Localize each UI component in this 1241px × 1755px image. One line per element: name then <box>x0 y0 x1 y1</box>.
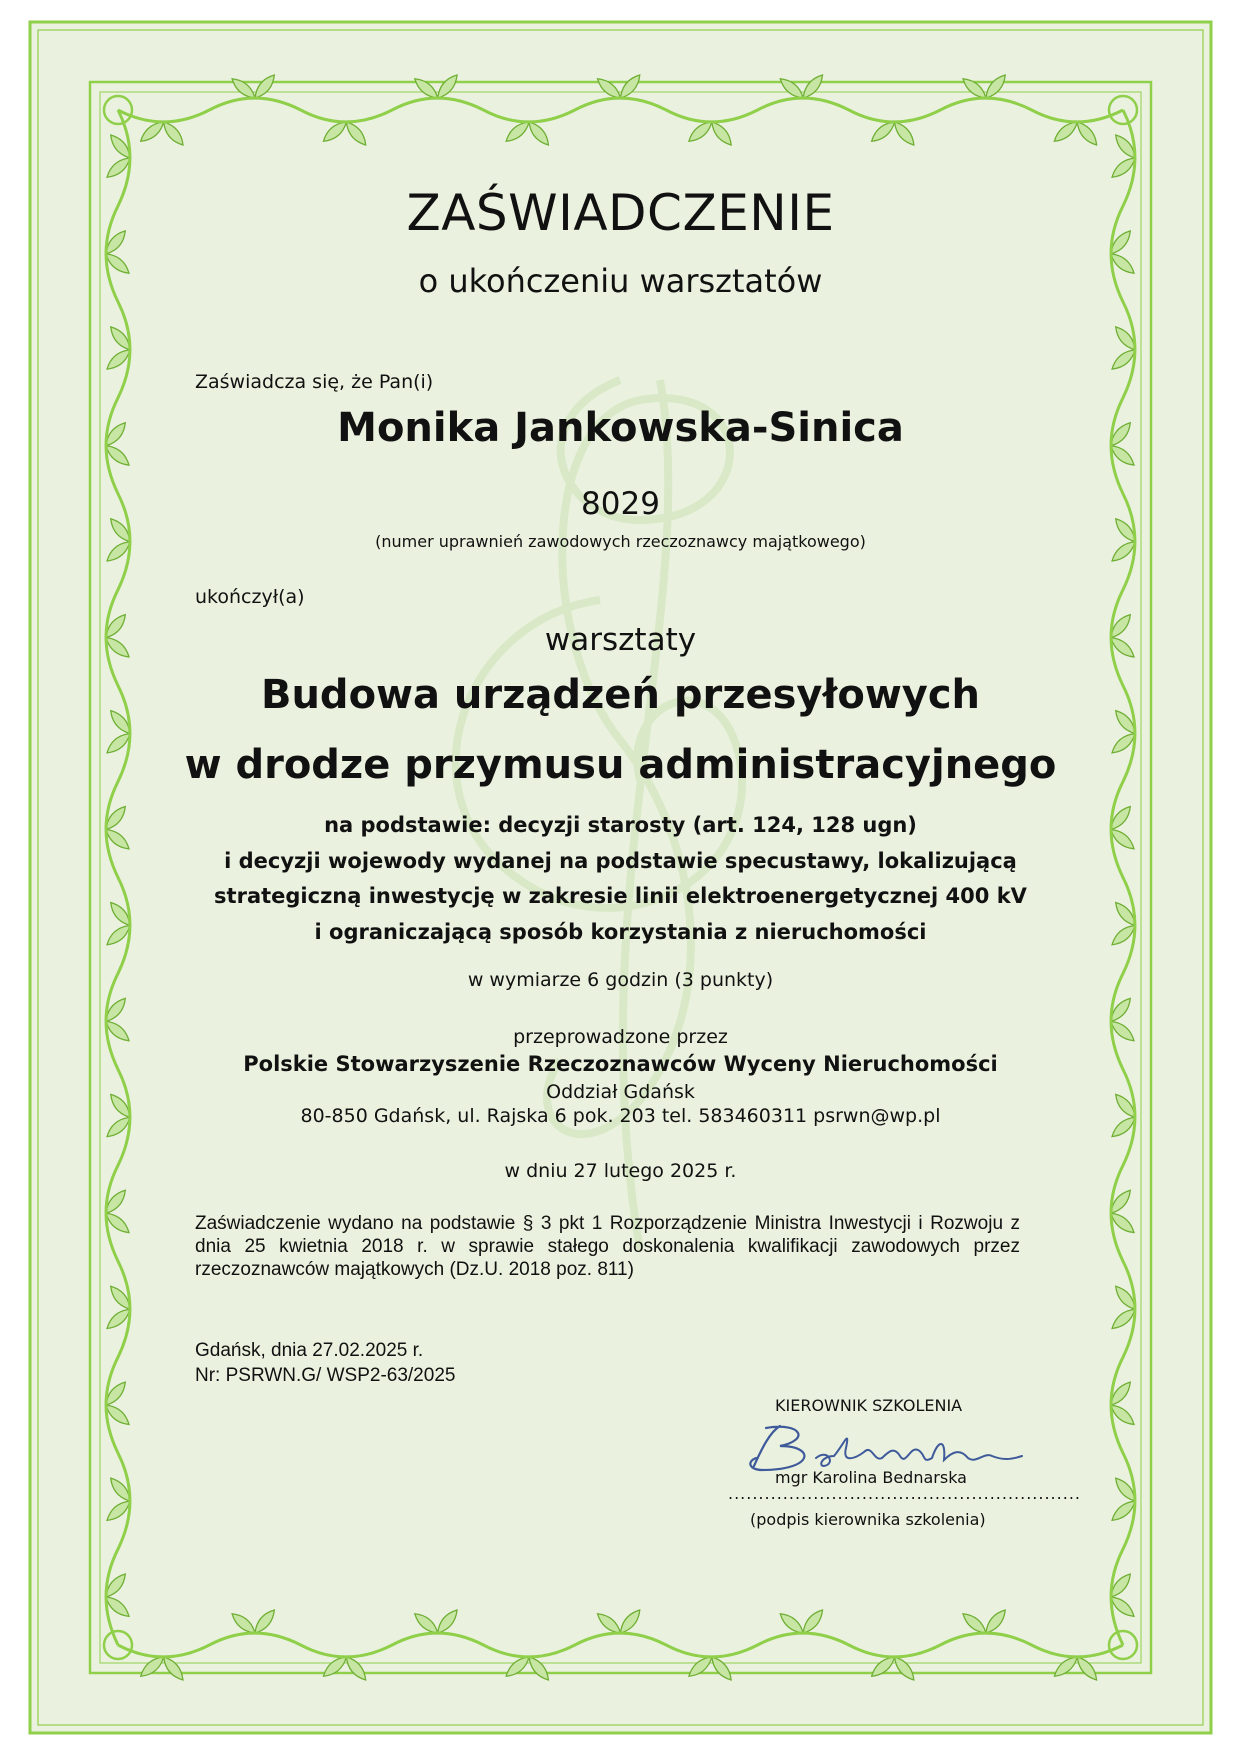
basis-line: i ograniczającą sposób korzystania z nieruchomości <box>314 920 927 944</box>
workshop-date: w dniu 27 lutego 2025 r. <box>504 1160 737 1182</box>
conducted-by-label: przeprowadzone przez <box>513 1026 728 1048</box>
workshop-type: warsztaty <box>544 622 697 658</box>
intro-text: Zaświadcza się, że Pan(i) <box>195 371 434 393</box>
scope-text: w wymiarze 6 godzin (3 punkty) <box>467 969 774 991</box>
certificate-subtitle: o ukończeniu warsztatów <box>418 262 823 300</box>
legal-basis-paragraph: Zaświadczenie wydano na podstawie § 3 pkt 1 Rozporządzenie Ministra Inwestycji i Rozwoju z dnia 25 kwietnia 2018 r. w sprawie stałego doskonalenia kwalifikacji zawodowych przez rzeczoznawców majątkowych (Dz.U. 2018 poz. 811) <box>195 1213 1020 1280</box>
signatory-role: KIEROWNIK SZKOLENIA <box>775 1396 963 1415</box>
place-and-date: Gdańsk, dnia 27.02.2025 r. <box>195 1340 424 1361</box>
workshop-title-line: Budowa urządzeń przesyłowych <box>260 672 981 718</box>
license-caption: (numer uprawnień zawodowych rzeczoznawcy majątkowego) <box>375 532 866 551</box>
basis-line: na podstawie: decyzji starosty (art. 124, 128 ugn) <box>324 813 917 837</box>
signature-line: .......................................................... <box>728 1484 1081 1503</box>
basis-line: i decyzji wojewody wydanej na podstawie specustawy, lokalizującą <box>224 849 1017 873</box>
workshop-title-line: w drodze przymusu administracyjnego <box>184 742 1057 788</box>
completed-text: ukończył(a) <box>195 586 305 608</box>
license-number: 8029 <box>581 486 660 522</box>
organization-address: 80-850 Gdańsk, ul. Rajska 6 pok. 203 tel. 583460311 psrwn@wp.pl <box>300 1105 941 1127</box>
organization-name: Polskie Stowarzyszenie Rzeczoznawców Wyceny Nieruchomości <box>243 1052 998 1076</box>
recipient-name: Monika Jankowska-Sinica <box>337 405 904 451</box>
document-number: Nr: PSRWN.G/ WSP2-63/2025 <box>195 1365 456 1386</box>
signatory-name: mgr Karolina Bednarska <box>775 1468 967 1487</box>
certificate-title: ZAŚWIADCZENIE <box>406 184 835 242</box>
organization-branch: Oddział Gdańsk <box>546 1081 695 1103</box>
signature-caption: (podpis kierownika szkolenia) <box>750 1510 986 1529</box>
basis-line: strategiczną inwestycję w zakresie linii elektroenergetycznej 400 kV <box>214 884 1027 908</box>
